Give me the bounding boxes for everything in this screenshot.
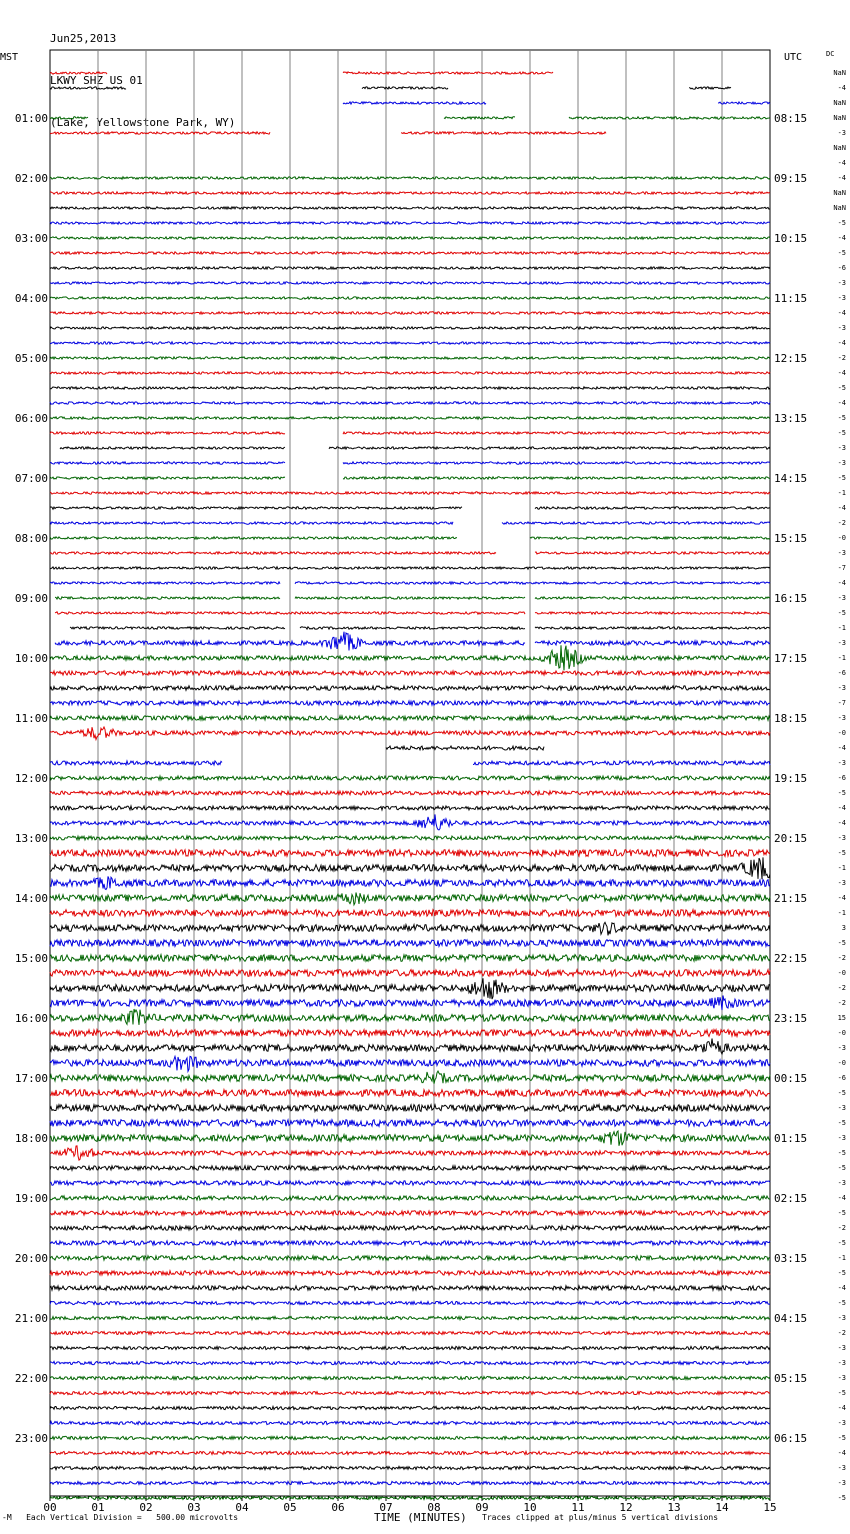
seismic-trace-row xyxy=(50,237,770,239)
seismic-trace-row xyxy=(50,1406,770,1409)
mst-hour-label: 18:00 xyxy=(14,1132,48,1145)
dc-offset: -4 xyxy=(837,84,846,92)
dc-offset: -5 xyxy=(837,414,846,422)
seismic-trace-row xyxy=(50,492,770,494)
utc-hour-label: 15:15 xyxy=(774,532,808,545)
dc-offset: -3 xyxy=(837,1104,846,1112)
dc-offset: -3 xyxy=(837,1464,846,1472)
seismic-trace-row xyxy=(50,567,770,569)
mst-hour-label: 21:00 xyxy=(14,1312,48,1325)
utc-hour-label: 14:15 xyxy=(774,472,808,485)
seismic-trace-row xyxy=(50,1120,770,1127)
dc-offset: -3 xyxy=(837,1359,846,1367)
seismic-trace-row xyxy=(50,727,770,740)
mst-hour-label: 22:00 xyxy=(14,1372,48,1385)
x-tick-label: 11 xyxy=(571,1501,585,1514)
utc-hour-label: 23:15 xyxy=(774,1012,808,1025)
mst-hour-label: 20:00 xyxy=(14,1252,48,1265)
mst-hour-label: 10:00 xyxy=(14,652,48,665)
dc-offset: -5 xyxy=(837,1089,846,1097)
seismic-trace-row xyxy=(50,402,770,404)
dc-offset: -3 xyxy=(837,684,846,692)
dc-offset: -5 xyxy=(837,1299,846,1307)
dc-offset: -5 xyxy=(837,789,846,797)
seismic-trace-row xyxy=(50,1271,770,1275)
utc-hour-label: 02:15 xyxy=(774,1192,808,1205)
utc-hour-label: 03:15 xyxy=(774,1252,808,1265)
seismic-trace-row xyxy=(50,1316,770,1319)
x-axis-title: TIME (MINUTES) xyxy=(374,1511,467,1524)
dc-offset: -5 xyxy=(837,1239,846,1247)
seismic-trace-row xyxy=(70,627,770,629)
seismic-trace-row xyxy=(50,282,770,284)
seismic-trace-row xyxy=(50,645,770,670)
mst-hour-label: 02:00 xyxy=(14,172,48,185)
seismic-trace-row xyxy=(50,1466,770,1469)
dc-offset: -5 xyxy=(837,849,846,857)
dc-offset: -4 xyxy=(837,339,846,347)
dc-offset: -5 xyxy=(837,1149,846,1157)
dc-offset: -2 xyxy=(837,1224,846,1232)
x-tick-label: 03 xyxy=(187,1501,201,1514)
seismic-trace-row xyxy=(50,327,770,329)
x-tick-label: 08 xyxy=(427,1501,441,1514)
dc-offset: -3 xyxy=(837,459,846,467)
seismic-trace-row xyxy=(50,387,770,389)
dc-offset: -2 xyxy=(837,954,846,962)
x-tick-label: 12 xyxy=(619,1501,633,1514)
dc-offset: -3 xyxy=(837,639,846,647)
dc-offset: -5 xyxy=(837,1119,846,1127)
dc-offset: -3 xyxy=(837,594,846,602)
seismic-trace-row xyxy=(50,776,770,780)
dc-offset: -4 xyxy=(837,504,846,512)
seismic-trace-row xyxy=(50,72,770,74)
dc-offset: -5 xyxy=(837,429,846,437)
seismic-traces xyxy=(50,72,770,1500)
dc-offset: -2 xyxy=(837,984,846,992)
dc-offset: -6 xyxy=(837,1074,846,1082)
clip-note: Traces clipped at plus/minus 5 vertical divisions xyxy=(482,1513,719,1522)
seismic-trace-row xyxy=(50,477,770,479)
x-tick-label: 06 xyxy=(331,1501,345,1514)
seismic-trace-row xyxy=(50,462,770,464)
x-tick-label: 02 xyxy=(139,1501,153,1514)
seismic-trace-row xyxy=(50,1181,770,1185)
seismic-trace-row xyxy=(50,876,770,889)
mst-hour-label: 11:00 xyxy=(14,712,48,725)
utc-hour-label: 08:15 xyxy=(774,112,808,125)
dc-offset: -5 xyxy=(837,1269,846,1277)
scale-mark: -M xyxy=(2,1513,12,1522)
seismic-trace-row xyxy=(50,1496,770,1499)
seismic-trace-row xyxy=(50,117,770,119)
utc-hour-label: 20:15 xyxy=(774,832,808,845)
seismic-trace-row xyxy=(50,1166,770,1170)
seismic-trace-row xyxy=(50,970,770,977)
mst-hour-label: 07:00 xyxy=(14,472,48,485)
x-tick-label: 10 xyxy=(523,1501,537,1514)
seismic-trace-row xyxy=(50,940,770,947)
dc-offset: -3 xyxy=(837,444,846,452)
dc-offset: NaN xyxy=(833,69,846,77)
seismic-trace-row xyxy=(50,222,770,224)
seismic-trace-row xyxy=(50,1256,770,1260)
dc-offset: 3 xyxy=(841,924,846,932)
mst-hour-label: 13:00 xyxy=(14,832,48,845)
mst-hour-label: 04:00 xyxy=(14,292,48,305)
dc-offset: -3 xyxy=(837,1374,846,1382)
utc-hour-label: 17:15 xyxy=(774,652,808,665)
dc-offset: -4 xyxy=(837,159,846,167)
dc-offset: -4 xyxy=(837,369,846,377)
mst-hour-label: 12:00 xyxy=(14,772,48,785)
x-tick-label: 15 xyxy=(763,1501,777,1514)
dc-offset: -4 xyxy=(837,1284,846,1292)
seismic-trace-row xyxy=(50,791,770,795)
dc-offset: -5 xyxy=(837,939,846,947)
seismic-trace-row xyxy=(50,432,770,434)
dc-offset: -1 xyxy=(837,654,846,662)
dc-offset: -3 xyxy=(837,759,846,767)
footer-scale xyxy=(2,1513,238,1522)
seismic-trace-row xyxy=(50,1376,770,1379)
utc-hour-label: 04:15 xyxy=(774,1312,808,1325)
dc-offset: -3 xyxy=(837,1314,846,1322)
x-tick-label: 00 xyxy=(43,1501,57,1514)
utc-hour-label: 00:15 xyxy=(774,1072,808,1085)
seismic-trace-row xyxy=(50,814,770,830)
seismic-trace-row xyxy=(50,836,770,840)
scale-text: Each Vertical Division = 500.00 microvolts xyxy=(26,1513,239,1522)
dc-offset: -1 xyxy=(837,864,846,872)
seismic-trace-row xyxy=(50,996,770,1011)
dc-offset: -4 xyxy=(837,819,846,827)
dc-offset: -5 xyxy=(837,1494,846,1502)
seismic-trace-row xyxy=(50,1391,770,1394)
seismic-trace-row xyxy=(50,372,770,374)
dc-offset: -5 xyxy=(837,1434,846,1442)
dc-offset: -3 xyxy=(837,879,846,887)
dc-offset: -5 xyxy=(837,1164,846,1172)
dc-label: DC xyxy=(826,50,835,58)
seismic-trace-row xyxy=(50,87,770,89)
seismic-trace-row xyxy=(50,582,770,584)
dc-offset: -7 xyxy=(837,564,846,572)
x-tick-label: 09 xyxy=(475,1501,489,1514)
mst-hour-label: 17:00 xyxy=(14,1072,48,1085)
seismic-trace-row xyxy=(60,447,770,449)
dc-offset: -6 xyxy=(837,264,846,272)
dc-offset: -3 xyxy=(837,1479,846,1487)
seismic-trace-row xyxy=(50,1105,770,1112)
seismic-trace-row xyxy=(50,1361,770,1364)
seismic-trace-row xyxy=(50,857,770,879)
dc-offset: -3 xyxy=(837,1179,846,1187)
utc-hour-label: 11:15 xyxy=(774,292,808,305)
seismic-trace-row xyxy=(50,1146,770,1160)
seismic-trace-row xyxy=(50,978,770,999)
utc-hour-label: 13:15 xyxy=(774,412,808,425)
dc-offset: -3 xyxy=(837,129,846,137)
x-tick-label: 05 xyxy=(283,1501,297,1514)
dc-offset: -4 xyxy=(837,579,846,587)
utc-hour-label: 06:15 xyxy=(774,1432,808,1445)
dc-offset: -3 xyxy=(837,279,846,287)
dc-offset: -5 xyxy=(837,1209,846,1217)
dc-offset: -4 xyxy=(837,894,846,902)
seismic-trace-row xyxy=(55,632,770,651)
dc-offset: -6 xyxy=(837,669,846,677)
dc-offset: -5 xyxy=(837,384,846,392)
seismic-trace-row xyxy=(50,1056,770,1071)
dc-offset: -3 xyxy=(837,714,846,722)
dc-offset: -2 xyxy=(837,1329,846,1337)
mst-label: MST xyxy=(0,52,19,63)
dc-offset: -4 xyxy=(837,1449,846,1457)
dc-offset: -2 xyxy=(837,354,846,362)
seismic-trace-row xyxy=(50,132,770,134)
mst-hour-label: 16:00 xyxy=(14,1012,48,1025)
seismic-trace-row xyxy=(50,1039,770,1055)
seismic-trace-row xyxy=(50,417,770,419)
seismic-trace-row xyxy=(50,357,770,359)
dc-offset: -0 xyxy=(837,1059,846,1067)
dc-offset: -5 xyxy=(837,609,846,617)
dc-offset: -4 xyxy=(837,234,846,242)
seismic-trace-row xyxy=(50,1286,770,1290)
seismic-trace-row xyxy=(50,850,770,857)
dc-offset: -3 xyxy=(837,324,846,332)
seismic-trace-row xyxy=(50,192,770,194)
seismic-trace-row xyxy=(50,267,770,269)
seismic-trace-row xyxy=(50,1226,770,1230)
dc-offset: -4 xyxy=(837,174,846,182)
dc-offset: -4 xyxy=(837,804,846,812)
dc-offset: -3 xyxy=(837,1044,846,1052)
dc-offset: -7 xyxy=(837,699,846,707)
dc-offset: -6 xyxy=(837,774,846,782)
seismic-trace-row xyxy=(50,893,770,905)
seismic-trace-row xyxy=(50,1451,770,1454)
seismic-trace-row xyxy=(55,597,770,599)
utc-hour-label: 22:15 xyxy=(774,952,808,965)
seismic-trace-row xyxy=(50,716,770,720)
dc-offset: -3 xyxy=(837,1134,846,1142)
seismic-trace-row xyxy=(50,252,770,254)
utc-hour-label: 05:15 xyxy=(774,1372,808,1385)
dc-offset: 15 xyxy=(837,1014,846,1022)
seismic-trace-row xyxy=(50,297,770,299)
utc-hour-label: 21:15 xyxy=(774,892,808,905)
utc-hour-label: 19:15 xyxy=(774,772,808,785)
seismic-trace-row xyxy=(50,1481,770,1484)
seismic-trace-row xyxy=(50,701,770,705)
seismic-trace-row xyxy=(50,342,770,344)
dc-offset: -0 xyxy=(837,534,846,542)
mst-hour-label: 15:00 xyxy=(14,952,48,965)
seismic-trace-row xyxy=(50,1331,770,1334)
x-tick-label: 13 xyxy=(667,1501,681,1514)
x-tick-label: 14 xyxy=(715,1501,729,1514)
seismic-trace-row xyxy=(50,761,770,765)
mst-hour-label: 09:00 xyxy=(14,592,48,605)
dc-offset: -1 xyxy=(837,1254,846,1262)
x-tick-label: 01 xyxy=(91,1501,105,1514)
mst-hour-label: 08:00 xyxy=(14,532,48,545)
dc-offset: -1 xyxy=(837,624,846,632)
seismic-trace-row xyxy=(50,312,770,314)
seismic-trace-row xyxy=(50,806,770,810)
mst-hour-label: 01:00 xyxy=(14,112,48,125)
dc-offset: -2 xyxy=(837,519,846,527)
seismic-trace-row xyxy=(50,686,770,690)
seismic-trace-row xyxy=(50,910,770,917)
seismic-trace-row xyxy=(50,1241,770,1245)
seismic-trace-row xyxy=(50,177,770,179)
dc-offset: -1 xyxy=(837,489,846,497)
dc-offset: -1 xyxy=(837,909,846,917)
seismic-trace-row xyxy=(50,1211,770,1215)
seismic-trace-row xyxy=(50,1009,770,1025)
utc-label: UTC xyxy=(784,52,803,63)
dc-offset: -5 xyxy=(837,1389,846,1397)
dc-offset: NaN xyxy=(833,204,846,212)
utc-hour-label: 18:15 xyxy=(774,712,808,725)
mst-hour-label: 06:00 xyxy=(14,412,48,425)
x-tick-label: 04 xyxy=(235,1501,249,1514)
mst-hour-label: 23:00 xyxy=(14,1432,48,1445)
dc-offset: NaN xyxy=(833,189,846,197)
seismic-trace-row xyxy=(50,671,770,675)
utc-hour-label: 01:15 xyxy=(774,1132,808,1145)
dc-offset: -0 xyxy=(837,969,846,977)
utc-hour-label: 09:15 xyxy=(774,172,808,185)
location-label: (Lake, Yellowstone Park, WY) xyxy=(50,116,236,129)
utc-hour-label: 16:15 xyxy=(774,592,808,605)
seismic-trace-row xyxy=(50,1346,770,1349)
seismic-trace-row xyxy=(343,102,770,104)
mst-hour-label: 19:00 xyxy=(14,1192,48,1205)
mst-hour-label: 03:00 xyxy=(14,232,48,245)
dc-offset: -5 xyxy=(837,249,846,257)
dc-offset: -4 xyxy=(837,399,846,407)
seismic-trace-row xyxy=(55,612,770,614)
dc-offset: -4 xyxy=(837,1404,846,1412)
seismic-trace-row xyxy=(50,1421,770,1424)
dc-offset: -3 xyxy=(837,1419,846,1427)
dc-offset: -5 xyxy=(837,474,846,482)
seismic-trace-row xyxy=(50,537,770,539)
dc-offset: -5 xyxy=(837,219,846,227)
dc-offset: -2 xyxy=(837,999,846,1007)
utc-hour-label: 12:15 xyxy=(774,352,808,365)
dc-offset: -4 xyxy=(837,1194,846,1202)
seismic-trace-row xyxy=(50,207,770,209)
dc-offset: NaN xyxy=(833,144,846,152)
seismic-trace-row xyxy=(50,522,770,524)
dc-offset: -3 xyxy=(837,1344,846,1352)
mst-hour-label: 05:00 xyxy=(14,352,48,365)
dc-offset: -4 xyxy=(837,309,846,317)
seismic-trace-row xyxy=(50,1090,770,1097)
date-label: Jun25,2013 xyxy=(50,32,117,45)
dc-offset: NaN xyxy=(833,99,846,107)
seismic-trace-row xyxy=(50,1030,770,1037)
seismic-trace-row xyxy=(50,1071,770,1084)
seismic-trace-row xyxy=(50,1196,770,1200)
station-label: LKWY SHZ US 01 xyxy=(50,74,143,87)
dc-offset: -3 xyxy=(837,294,846,302)
dc-offset: -0 xyxy=(837,1029,846,1037)
seismic-trace-row xyxy=(50,1131,770,1146)
dc-offset: -0 xyxy=(837,729,846,737)
seismic-trace-row xyxy=(50,1301,770,1304)
x-tick-label: 07 xyxy=(379,1501,393,1514)
seismic-trace-row xyxy=(50,1436,770,1439)
dc-offset: NaN xyxy=(833,114,846,122)
seismic-trace-row xyxy=(50,955,770,962)
dc-offset: -3 xyxy=(837,549,846,557)
utc-hour-label: 10:15 xyxy=(774,232,808,245)
seismic-trace-row xyxy=(50,507,770,509)
mst-hour-label: 14:00 xyxy=(14,892,48,905)
dc-offset: -4 xyxy=(837,744,846,752)
seismic-trace-row xyxy=(50,922,770,935)
seismic-trace-row xyxy=(50,552,770,554)
dc-offset: -3 xyxy=(837,834,846,842)
